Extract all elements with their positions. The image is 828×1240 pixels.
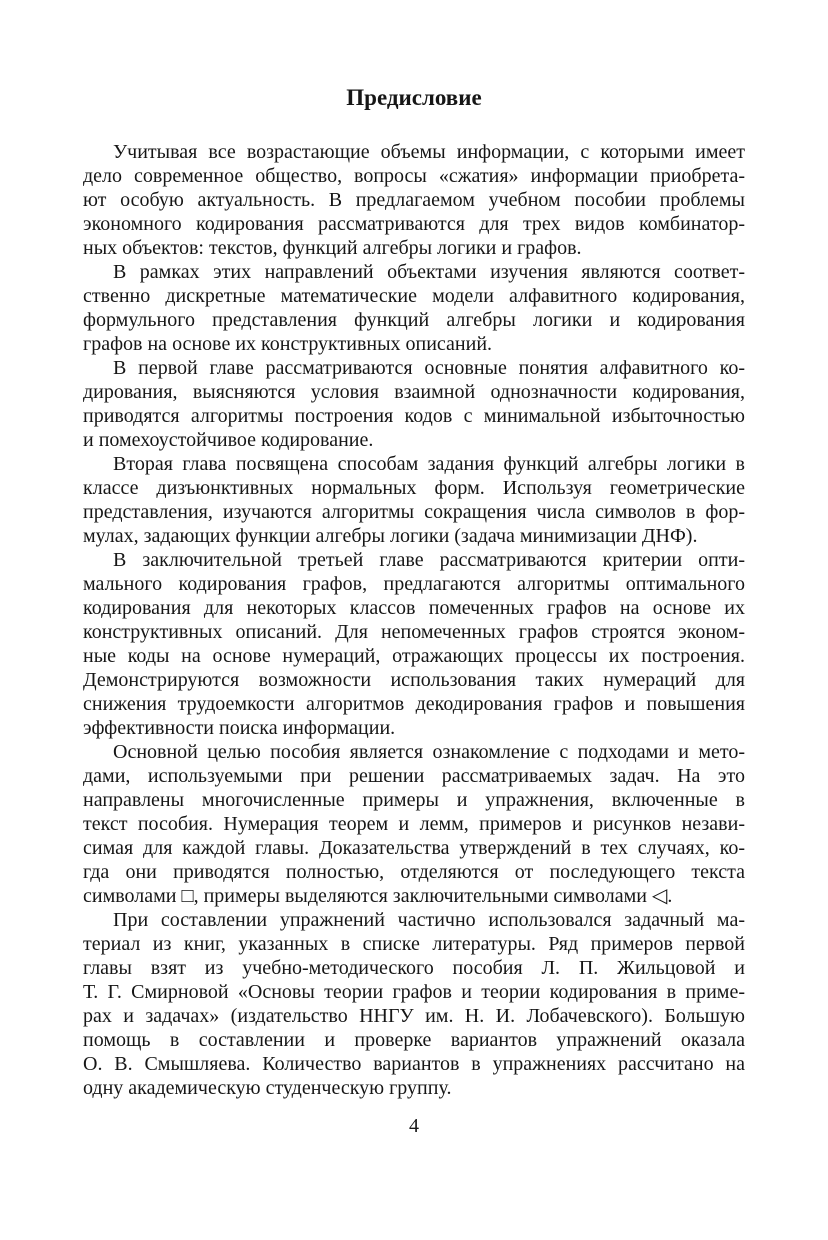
text-line: и помехоустойчивое кодирование.: [83, 429, 374, 451]
text-line: В первой главе рассматриваются основные понятия алфавитного ко-: [113, 357, 745, 379]
text-line: ственно дискретные математические модели алфавитного кодирования,: [83, 285, 745, 307]
paragraph: [83, 740, 745, 908]
text-line: симая для каждой главы. Доказательства утверждений в тех случаях, ко-: [83, 837, 745, 859]
text-line: Учитывая все возрастающие объемы информации, с которыми имеет: [113, 141, 745, 163]
text-line: одну академическую студенческую группу.: [83, 1077, 452, 1099]
text-line: Т. Г. Смирновой «Основы теории графов и теории кодирования в приме-: [83, 981, 745, 1003]
text-line: ные коды на основе нумераций, отражающих процессы их построения.: [83, 645, 745, 667]
paragraph: [83, 260, 745, 356]
paragraph: [83, 452, 745, 548]
text-line: классе дизъюнктивных нормальных форм. Используя геометрические: [83, 477, 745, 499]
text-line: графов на основе их конструктивных описаний.: [83, 333, 493, 355]
text-line: При составлении упражнений частично использовался задачный ма-: [113, 909, 745, 931]
paragraph: [83, 356, 745, 452]
text-line: конструктивных описаний. Для непомеченных графов строятся эконом-: [83, 621, 745, 643]
paragraph: [83, 140, 745, 260]
text-line: ных объектов: текстов, функций алгебры логики и графов.: [83, 237, 582, 259]
preface-body: [83, 140, 745, 1100]
text-line: В заключительной третьей главе рассматриваются критерии опти-: [113, 549, 745, 571]
paragraph: [83, 908, 745, 1100]
text-line: приводятся алгоритмы построения кодов с минимальной избыточностью: [83, 405, 745, 427]
text-line: Основной целью пособия является ознакомление с подходами и мето-: [113, 741, 745, 763]
text-line: символами □, примеры выделяются заключительными символами ◁.: [83, 885, 673, 907]
text-line: Демонстрируются возможности использования таких нумераций для: [83, 669, 745, 691]
text-line: мулах, задающих функции алгебры логики (задача минимизации ДНФ).: [83, 525, 698, 547]
text-line: О. В. Смышляева. Количество вариантов в упражнениях рассчитано на: [83, 1053, 745, 1075]
text-line: формульного представления функций алгебры логики и кодирования: [83, 309, 745, 331]
text-line: направлены многочисленные примеры и упражнения, включенные в: [83, 789, 745, 811]
text-line: эффективности поиска информации.: [83, 717, 396, 739]
page-number: 4: [409, 1115, 419, 1137]
text-line: экономного кодирования рассматриваются для трех видов комбинатор-: [83, 213, 745, 235]
text-line: дирования, выясняются условия взаимной однозначности кодирования,: [83, 381, 745, 403]
text-line: гда они приводятся полностью, отделяются от последующего текста: [83, 861, 745, 883]
text-line: кодирования для некоторых классов помеченных графов на основе их: [83, 597, 745, 619]
text-line: В рамках этих направлений объектами изучения являются соответ-: [113, 261, 745, 283]
text-line: текст пособия. Нумерация теорем и лемм, примеров и рисунков незави-: [83, 813, 745, 835]
text-line: Вторая глава посвящена способам задания функций алгебры логики в: [113, 453, 745, 475]
text-line: главы взят из учебно-методического пособия Л. П. Жильцовой и: [83, 957, 745, 979]
text-line: помощь в составлении и проверке вариантов упражнений оказала: [83, 1029, 745, 1051]
text-line: ют особую актуальность. В предлагаемом учебном пособии проблемы: [83, 189, 745, 211]
text-line: рах и задачах» (издательство ННГУ им. Н. И. Лобачевского). Большую: [83, 1005, 745, 1027]
text-line: териал из книг, указанных в списке литературы. Ряд примеров первой: [83, 933, 745, 955]
paragraph: [83, 548, 745, 740]
text-line: представления, изучаются алгоритмы сокращения числа символов в фор-: [83, 501, 745, 523]
text-line: дами, используемыми при решении рассматриваемых задач. На это: [83, 765, 745, 787]
text-line: дело современное общество, вопросы «сжатия» информации приобрета-: [83, 165, 745, 187]
text-line: снижения трудоемкости алгоритмов декодирования графов и повышения: [83, 693, 745, 715]
page-title: Предисловие: [346, 85, 482, 110]
text-line: мального кодирования графов, предлагаются алгоритмы оптимального: [83, 573, 745, 595]
